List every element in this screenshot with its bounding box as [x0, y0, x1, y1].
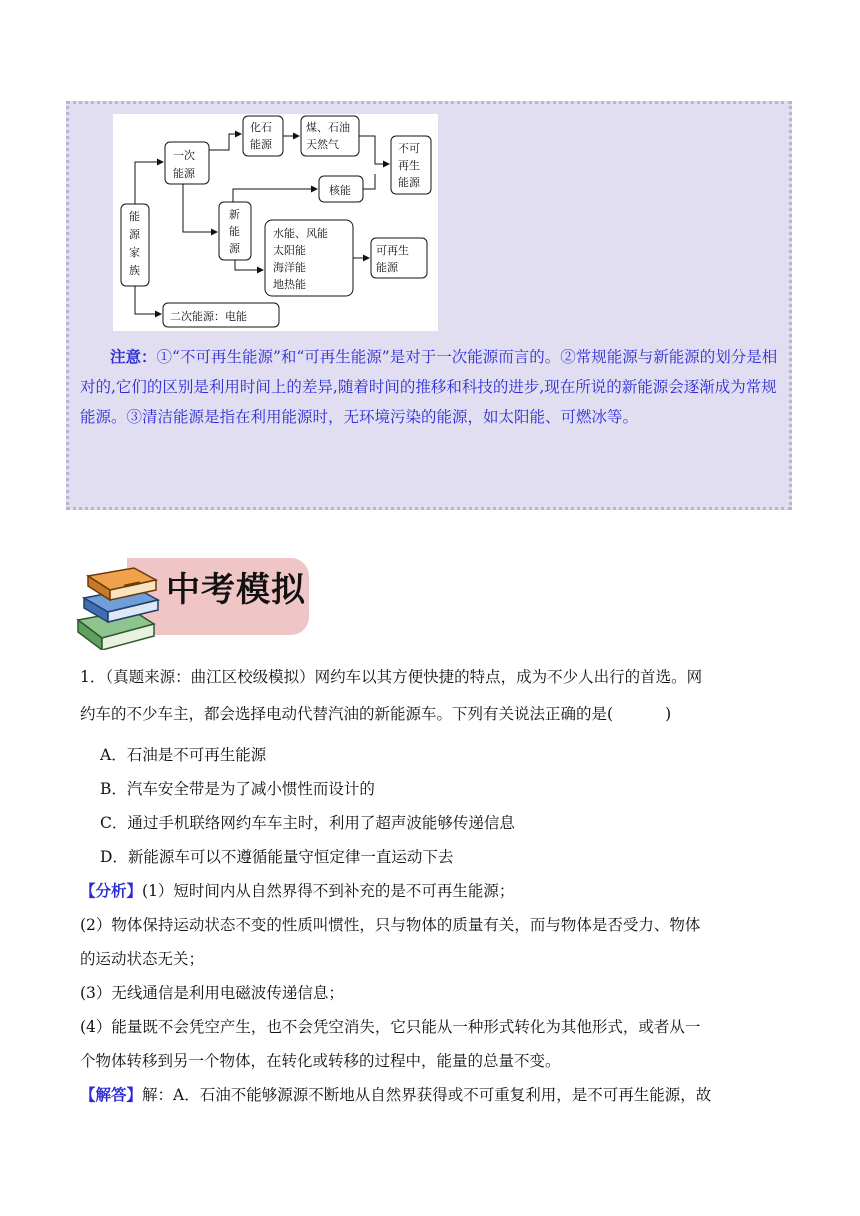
energy-family-diagram	[113, 114, 438, 331]
analysis-line3: 的运动状态无关；	[80, 950, 205, 968]
svg-text:能源: 能源	[250, 138, 272, 151]
books-icon	[74, 558, 166, 650]
diagram-renewable-label: 可再生	[376, 244, 409, 257]
question-stem-line2: 约车的不少车主，都会选择电动代替汽油的新能源车。下列有关说法正确的是( )	[80, 705, 672, 723]
note-paragraph	[80, 342, 780, 432]
svg-text:能: 能	[229, 225, 240, 238]
svg-text:地热能: 地热能	[273, 278, 306, 291]
analysis-line1: 【分析】(1）短时间内从自然界得不到补充的是不可再生能源；	[80, 881, 515, 900]
svg-text:能源: 能源	[173, 167, 195, 180]
diagram-primary-label: 一次	[173, 149, 195, 162]
diagram-root-label: 能	[129, 210, 140, 223]
diagram-nuclear-label: 核能	[329, 184, 351, 197]
svg-text:源: 源	[129, 228, 140, 241]
diagram-fossil-label: 化石	[250, 121, 272, 134]
option-a: A．石油是不可再生能源	[100, 746, 267, 764]
option-d: D．新能源车可以不遵循能量守恒定律一直运动下去	[100, 848, 454, 866]
answer-line1: 【解答】解：A．石油不能够源源不断地从自然界获得或不可重复利用，是不可再生能源，故	[80, 1085, 712, 1104]
svg-text:再生: 再生	[398, 159, 420, 172]
option-c: C．通过手机联络网约车车主时，利用了超声波能够传递信息	[100, 814, 515, 832]
svg-text:能源: 能源	[376, 261, 398, 274]
note-text: ①“不可再生能源”和“可再生能源”是对于一次能源而言的。②常规能源与新能源的划分是相对的,它们的区别是利用时间上的差异,随着时间的推移和科技的进步,现在所说的新能源会逐渐成为常规能源。③清洁能源是指在利用能源时，无环境污染的能源，如太阳能、可燃冰等。	[80, 348, 778, 426]
svg-text:族: 族	[129, 264, 140, 277]
analysis-line4: (3）无线通信是利用电磁波传递信息；	[80, 984, 344, 1002]
section-title: 中考模拟	[166, 570, 306, 610]
svg-text:源: 源	[229, 242, 240, 255]
svg-text:太阳能: 太阳能	[273, 244, 306, 257]
diagram-nonrenewable-label: 不可	[398, 142, 420, 155]
analysis-line5: (4）能量既不会凭空产生，也不会凭空消失，它只能从一种形式转化为其他形式，或者从一	[80, 1018, 701, 1036]
diagram-renewables-list: 水能、风能	[273, 227, 328, 240]
svg-text:海洋能: 海洋能	[273, 261, 306, 274]
answer-tag: 【解答】	[80, 1085, 143, 1104]
svg-text:天然气: 天然气	[306, 138, 339, 151]
question-stem-line1: 1．（真题来源：曲江区校级模拟）网约车以其方便快捷的特点，成为不少人出行的首选。网	[80, 668, 703, 686]
diagram-new-energy-label: 新	[229, 208, 240, 221]
option-b: B．汽车安全带是为了减小惯性而设计的	[100, 780, 375, 798]
diagram-secondary-label: 二次能源：电能	[170, 310, 247, 323]
svg-text:家: 家	[129, 246, 140, 259]
note-lead: 注意：	[110, 347, 157, 366]
diagram-fossil-items: 煤、石油	[306, 121, 350, 134]
analysis-tag: 【分析】	[80, 881, 143, 900]
analysis-line6: 个物体转移到另一个物体，在转化或转移的过程中，能量的总量不变。	[80, 1052, 561, 1070]
analysis-line2: (2）物体保持运动状态不变的性质叫惯性，只与物体的质量有关，而与物体是否受力、物体	[80, 916, 701, 934]
svg-text:能源: 能源	[398, 176, 420, 189]
